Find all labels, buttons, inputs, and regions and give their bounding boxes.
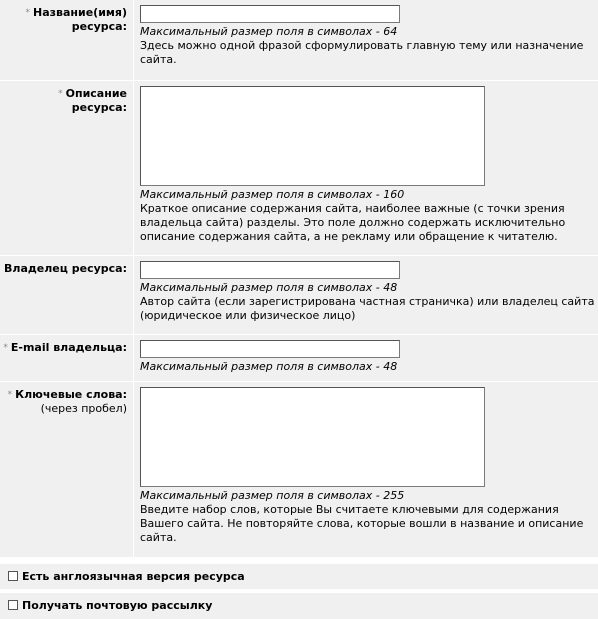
field-cell [134, 0, 598, 80]
keywords-textarea[interactable] [140, 387, 485, 487]
required-mark: * [3, 343, 8, 353]
resource-name-max: Максимальный размер поля в символах - 64 [140, 25, 398, 38]
resource-description-max: Максимальный размер поля в символах - 160 [140, 188, 405, 201]
resource-description-help: Краткое описание содержания сайта, наиболее важные (с точки зрения владельца сайта) разделы. Это поле должно содержать исключительно описание содержания сайта, а не рекламу или обращение к читателю. [140, 202, 566, 243]
owner-email-max: Максимальный размер поля в символах - 48 [140, 360, 398, 373]
newsletter-label: Получать почтовую рассылку [22, 599, 213, 612]
row-resource-owner [0, 256, 598, 334]
english-version-row[interactable] [0, 564, 598, 589]
english-version-checkbox[interactable] [8, 571, 18, 581]
keywords-label-text: Ключевые слова: [15, 388, 127, 401]
keywords-help: Введите набор слов, которые Вы считаете ключевыми для содержания Вашего сайта. Не повторяйте слова, которые вошли в название и описание сайта. [140, 503, 584, 544]
resource-owner-max: Максимальный размер поля в символах - 48 [140, 281, 398, 294]
english-version-label: Есть англоязычная версия ресурса [22, 570, 245, 583]
resource-name-label-line2: ресурса: [71, 20, 127, 33]
field-cell [134, 335, 598, 381]
resource-name-label-line1: Название(имя) [33, 6, 127, 19]
row-owner-email [0, 335, 598, 381]
label-cell [0, 256, 133, 334]
label-cell [0, 335, 133, 381]
resource-description-label [0, 87, 127, 115]
field-cell [134, 81, 598, 255]
divider [0, 557, 598, 558]
newsletter-checkbox[interactable] [8, 600, 18, 610]
resource-name-label [0, 6, 127, 34]
label-cell [0, 0, 133, 80]
newsletter-row[interactable] [0, 593, 598, 619]
keywords-max: Максимальный размер поля в символах - 255 [140, 489, 405, 502]
keywords-label [0, 388, 127, 402]
required-mark: * [58, 89, 63, 99]
required-mark: * [25, 8, 30, 18]
owner-email-label-text: E-mail владельца: [10, 341, 127, 354]
resource-description-textarea[interactable] [140, 86, 485, 186]
resource-name-input[interactable] [140, 5, 400, 23]
field-cell [134, 256, 598, 334]
required-mark: * [7, 390, 13, 400]
owner-email-input[interactable] [140, 340, 400, 358]
resource-owner-label: Владелец ресурса: [4, 262, 127, 275]
resource-name-help: Здесь можно одной фразой сформулировать главную тему или назначение сайта. [140, 39, 584, 66]
row-resource-description [0, 81, 598, 255]
label-cell [0, 382, 133, 557]
resource-owner-input[interactable] [140, 261, 400, 279]
resource-owner-help: Автор сайта (если зарегистрирована частная страничка) или владелец сайта (юридическое или физическое лицо) [140, 295, 595, 322]
owner-email-label [0, 341, 127, 355]
resource-description-label-text: Описание ресурса: [65, 87, 127, 114]
keywords-sublabel: (через пробел) [40, 402, 127, 415]
field-cell [134, 382, 598, 557]
label-cell [0, 81, 133, 255]
row-resource-name [0, 0, 598, 80]
row-keywords [0, 382, 598, 557]
divider [0, 589, 598, 590]
